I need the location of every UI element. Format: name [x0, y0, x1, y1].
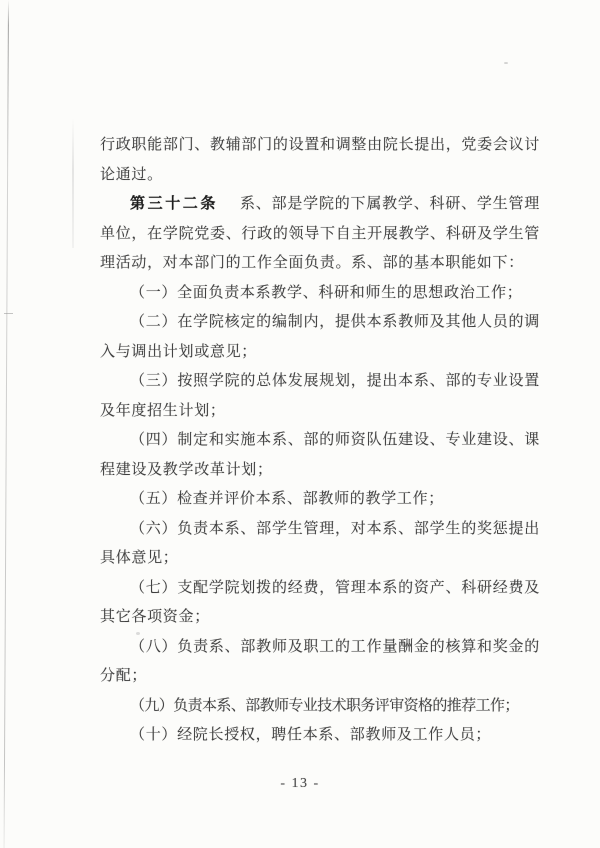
scan-artifact-crease	[72, 118, 74, 248]
list-item-6: （六）负责本系、部学生管理，对本系、部学生的奖惩提出具体意见；	[100, 520, 540, 566]
page-number: - 13 -	[280, 776, 320, 791]
paragraph-article-32	[100, 190, 540, 279]
list-item-3: （三）按照学院的总体发展规划，提出本系、部的专业设置及年度招生计划；	[100, 373, 540, 419]
list-item-1: （一）全面负责本系教学、科研和师生的思想政治工作；	[130, 284, 523, 301]
list-item-9: （九）负责本系、部教师专业技术职务评审资格的推荐工作；	[130, 697, 519, 714]
article-number-heading: 第三十二条	[130, 196, 218, 212]
list-item-7: （七）支配学院划拨的经费，管理本系的资产、科研经费及其它各项资金；	[100, 579, 540, 625]
document-body	[100, 131, 540, 751]
list-item-4: （四）制定和实施本系、部的师资队伍建设、专业建设、课程建设及教学改革计划；	[100, 432, 540, 478]
list-item-8: （八）负责系、部教师及职工的工作量酬金的核算和奖金的分配；	[100, 638, 540, 684]
list-item-10: （十）经院长授权，聘任本系、部教师及工作人员；	[130, 727, 492, 743]
paragraph-continuation: 行政职能部门、教辅部门的设置和调整由院长提出，党委会议讨论通过。	[100, 137, 540, 183]
scan-artifact-speck	[504, 62, 508, 64]
list-item-2: （二）在学院核定的编制内，提供本系教师及其他人员的调入与调出计划或意见；	[100, 314, 540, 360]
list-item-5: （五）检查并评价本系、部教师的教学工作；	[130, 491, 445, 507]
scan-artifact-left-edge-line	[4, 0, 9, 848]
article-body-text: 系、部是学院的下属教学、科研、学生管理单位，在学院党委、行政的领导下自主开展教学、科研及学生管理活动，对本部门的工作全面负责。系、部的基本职能如下：	[100, 196, 540, 271]
scan-artifact-edge-tick	[4, 313, 13, 314]
